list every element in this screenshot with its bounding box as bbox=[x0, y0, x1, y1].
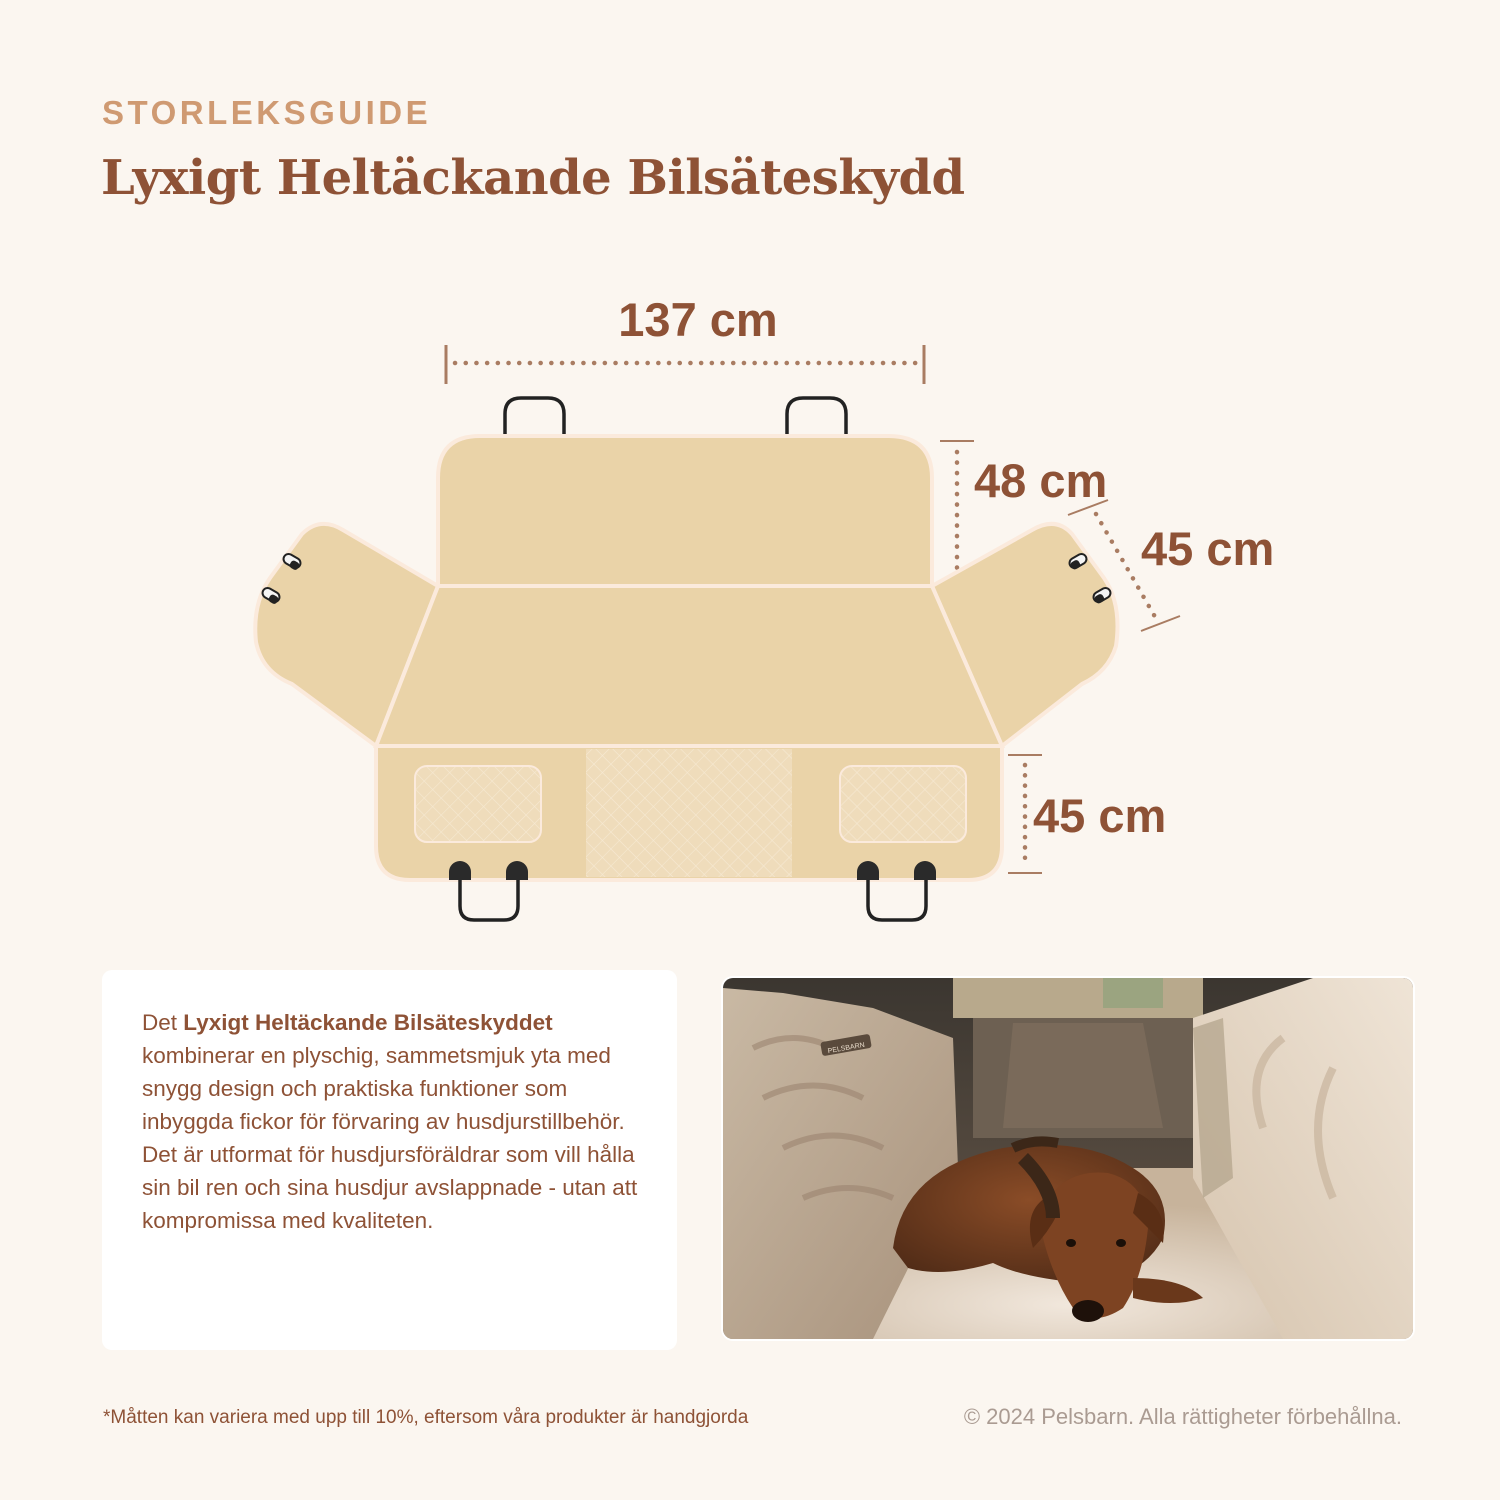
right-pocket bbox=[840, 766, 966, 842]
product-description bbox=[142, 1006, 647, 1237]
section-eyebrow: STORLEKSGUIDE bbox=[102, 94, 432, 131]
front-flap-dimension bbox=[1008, 755, 1166, 873]
description-body: kombinerar en plyschig, sammetsmjuk yta med snygg design och praktiska funktioner som inbyggda fickor för förvaring av husdjurstillbehör. Det är utformat för husdjursföräldrar som vill hålla sin bil ren och sina husdjur avslappnade - utan att kompromissa med kvaliteten. bbox=[142, 1043, 638, 1233]
photo-brand-tag: PELSBARN bbox=[827, 1041, 866, 1056]
width-label: 137 cm bbox=[618, 293, 778, 346]
description-card bbox=[102, 970, 677, 1350]
quilted-center-panel bbox=[586, 749, 792, 877]
description-prefix: Det bbox=[142, 1010, 178, 1035]
page-title: Lyxigt Heltäckande Bilsäteskydd bbox=[101, 150, 965, 206]
description-product-name: Lyxigt Heltäckande Bilsäteskyddet bbox=[183, 1010, 553, 1035]
size-disclaimer: *Måtten kan variera med upp till 10%, eftersom våra produkter är handgjorda bbox=[103, 1407, 749, 1428]
width-dimension bbox=[446, 293, 924, 384]
copyright-notice: © 2024 Pelsbarn. Alla rättigheter förbehållna. bbox=[963, 1404, 1402, 1429]
backrest-height-label: 48 cm bbox=[974, 454, 1108, 507]
dog-on-seat-cover-image bbox=[723, 978, 1413, 1339]
left-pocket bbox=[415, 766, 541, 842]
backrest-panel bbox=[438, 436, 932, 586]
side-flap-label: 45 cm bbox=[1141, 522, 1275, 575]
front-flap-label: 45 cm bbox=[1033, 789, 1167, 842]
seat-panel bbox=[376, 586, 1002, 746]
product-photo bbox=[721, 976, 1415, 1341]
